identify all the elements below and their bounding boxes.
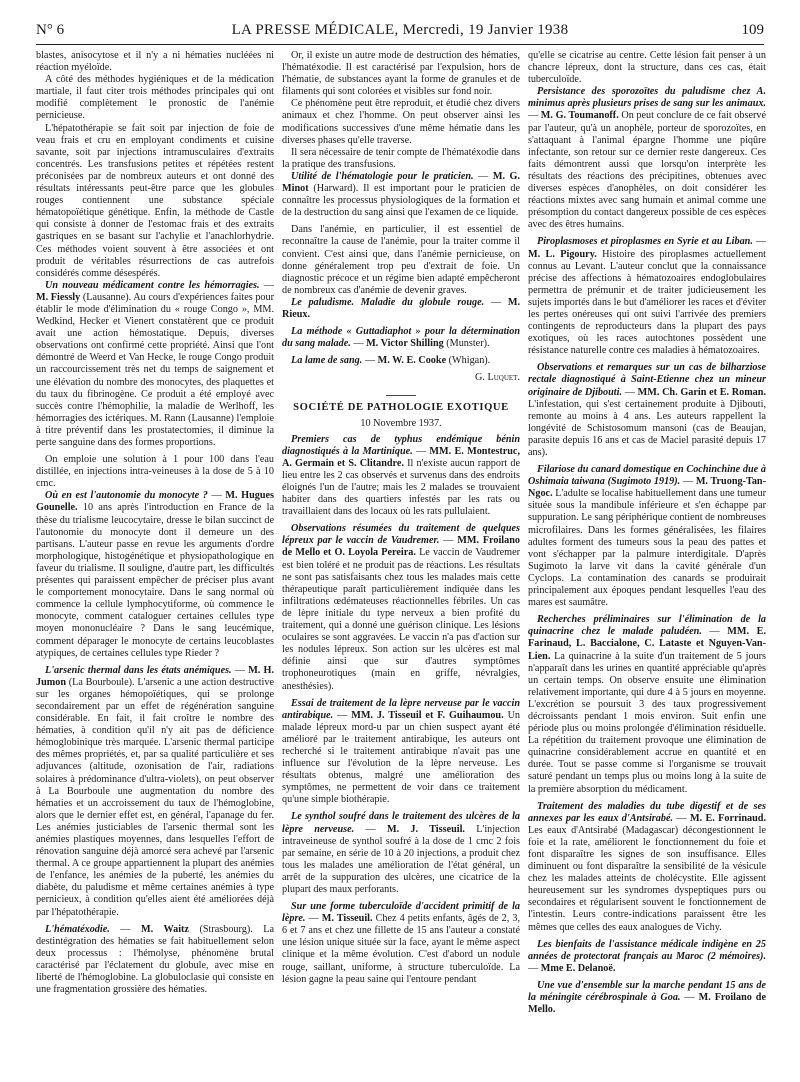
paragraph [282, 98, 520, 146]
issue-number: N° 6 [36, 22, 65, 38]
entry-title: Filariose du canard domestique en Cochinchine due à Oshimaia taiwana (Sugimoto 1919). [528, 464, 766, 488]
entry-title: Le synthol soufré dans le traitement des ulcères de la lèpre nerveuse. [282, 811, 520, 835]
spacer [528, 1016, 766, 1021]
entry-author: M. H. Jumon [36, 664, 274, 688]
entry-text: Chez 4 petits enfants, âgés de 2, 3, 6 et 7 ans et chez une fillette de 15 ans l'auteur a constaté une lésion unique située sur la face, ayant le même aspect clinique et la même évolution. C'est d'abord un nodule rouge, saillant, uniforme, à structure tuberculoïde. La lésion gagne la peau saine qui l'entoure pendant [282, 913, 520, 985]
spacer [282, 986, 520, 991]
entry-title: Un nouveau médicament contre les hémorragies. [45, 279, 260, 291]
entry-text: L'injection intraveineuse de synthol soufré à la dose de 1 cmc 2 fois par semaine, en série de 10 à 20 injections, a produit chez tous les malades une amélioration de l'état général, un arrêt de la suppuration des ulcères, une cicatrice de la plupart des maux perforants. [282, 823, 520, 895]
abstract-entry: Où en est l'autonomie du monocyte ? — M. Hugues Gounelle. 10 ans après l'introduction en France de la thèse du trialisme leucocytaire, dresse le bilan succinct de l'autonomie du monocyte dont il demeure un des partisans. L'auteur passe en revue les arguments d'ordre morphologique, histogénétique et physiopathologique en faveur du trialisme. Il souligne, d'autre part, les difficultés présentes qui paraissent empêcher de préciser plus avant le comportement monocytaire. Dans le sang normal où commence la cellule lymphocytiforme, où commence le monocyte, comment cataloguer certaines cellules type moyen mononucléaire ? Dans le sang leucémique, comment déparager le monocyte de certains leucoblastes atypiques, de certaines cellules type Rieder ? [36, 490, 274, 659]
entry-author: MM. Froilano de Mello et O. Loyola Pereira. [282, 535, 520, 559]
entry-author: M. Hugues Gounelle. [36, 490, 274, 514]
society-heading: SOCIÉTÉ DE PATHOLOGIE EXOTIQUE [293, 402, 509, 414]
entry-title: Les bienfaits de l'assistance médicale indigène en 25 années de protectorat français au Maroc (2 mémoires). [528, 938, 766, 962]
entry-text: Le vaccin de Vaudremer est bien toléré et ne produit pas de réactions. Les résultats ne sont pas satisfaisants chez tous les malades mais cette thérapeutique paraît particulièrement indiquée dans les infiltrations œdémateuses réactionnelles fébriles. Un cas de lèpre initiale du type nerveux a bien profité du traitement, qui a donné une guérison clinique. Les lésions oculaires se sont aggravées. Le vaccin n'a pas d'action sur les nodules lépreux. Son action sur les ulcères est mal définie ainsi que sur d'autres symptômes trophoneurotiques (main en griffe, névralgies, anesthésies). [282, 547, 520, 692]
column-3 [528, 50, 766, 1075]
entry-text: (Strasbourg). La destintégration des hématies se fait habituellement selon deux processus : l'hémolyse, phénomène brutal caractérisé par l'éclatement du globule, avec mise en liberté de l'hémoglobine. La globuloclasie qui consiste en une fragmentation grossière des hématies. [36, 923, 274, 996]
paragraph [282, 50, 520, 98]
entry-title: Une vue d'ensemble sur la marche pendant 15 ans de la méningite cérébrospinale à Goa. [528, 979, 766, 1004]
abstract-entry: Les bienfaits de l'assistance médicale indigène en 25 années de protectorat français au Maroc (2 mémoires). — Mme E. Delanoë. [528, 938, 766, 974]
entry-text: (Whigan). [448, 355, 491, 367]
entry-author: M. Truong-Tan-Ngoc. [528, 476, 766, 500]
entry-text: Or, il existe un autre mode de destruction des hématies, l'hématéxodie. Il est caractérisé par l'expulsion, hors de l'hématie, de substances ayant la forme de granules et de filaments qui sont colorées et visibles sur fond noir. [282, 50, 520, 98]
entry-author: Mme E. Delanoë. [540, 962, 616, 974]
abstract-entry: La lame de sang. — M. W. E. Cooke (Whigan). [291, 355, 491, 367]
entry-title: Essai de traitement de la lèpre nerveuse par le vaccin antirabique. [282, 697, 520, 721]
entry-text: L'hépatothérapie se fait soit par injection de foie de veau frais et cru en employant condiments et cuisine savante, soit par injections intramusculaires d'extraits concentrés. Les transfusions petites et répétées restent préconisées par de nombreux auteurs et ont donné des résultats intéressants peut-être parce que les globules rouges contiennent une substance spéciale hématopoïétique génétique. Enfin, la méthode de Castle qui consiste à donner de l'estomac frais et des extraits gastriques en se basant sur l'achylie et l'anachlorhydrie. Ces méthodes voient souvent à être associées et ont produit de véritables résurrections de cas autrefois considérés comme désespérés. [36, 122, 274, 279]
entry-text: qu'elle se cicatrise au centre. Cette lésion fait penser à un chancre lépreux, dont la structure, dans ces cas, était tuberculoïde. [528, 50, 766, 86]
paragraph [36, 123, 274, 280]
entry-author: MM. E. Montestruc, A. Germain et S. Clitandre. [282, 445, 520, 469]
entry-text: Il sera nécessaire de tenir compte de l'hématéxodie dans la pratique des transfusions. [282, 146, 520, 170]
entry-text: A côté des méthodes hygiéniques et de la médication martiale, il faut citer trois méthodes principales qui ont modifié complètement le pronostic de l'anémie pernicieuse. [36, 74, 274, 122]
spacer [282, 384, 520, 389]
entry-text: Histoire des piroplasmes actuellement connus au Levant. L'auteur conclut que la connaissance précise des affections à hématozoaires endoglobulaires permettra de prémunir et de traiter judicieusement les sujets importés dans le but d'améliorer les races et d'éviter les pertes onéreuses qui ont suivi l'arrivée des premiers contingents de reproducteurs dans la plupart des pays exotiques, où les races autochtones possèdent une résistance naturelle contre ces maladies à hématozoaires. [528, 248, 766, 357]
entry-author: M. Tisseuil. [321, 913, 373, 925]
abstract-entry: Essai de traitement de la lèpre nerveuse par le vaccin antirabique. — MM. J. Tisseuil et F. Guihaumou. Un malade lépreux mord-u par un chien suspect ayant été amélioré par le traitement antirabique, les auteurs ont recherché si le traitement antirabique n'avait pas une influence sur l'évolution de la lèpre nerveuse. Les résultats obtenus, malgré une amélioration des symptômes, ne permettent de voir dans ce traitement qu'une simple biothérapie. [282, 697, 520, 806]
abstract-entry: Le synthol soufré dans le traitement des ulcères de la lèpre nerveuse. — M. J. Tisseuil. L'injection intraveineuse de synthol soufré à la dose de 1 cmc 2 fois par semaine, en série de 10 à 20 injections, a produit chez tous les malades une amélioration de l'état général, un arrêt de la suppuration des ulcères, une cicatrice de la plupart des maux perforants. [282, 811, 520, 895]
entry-title: L'hématéxodie. [45, 923, 110, 935]
abstract-entry: Une vue d'ensemble sur la marche pendant 15 ans de la méningite cérébrospinale à Goa. — M. Froilano de Mello. [528, 979, 766, 1016]
journal-title: LA PRESSE MÉDICALE, Mercredi, 19 Janvier 1938 [231, 22, 569, 38]
entry-title: La lame de sang. [291, 355, 363, 367]
entry-author: M. Waitz [141, 923, 189, 935]
entry-title: Piroplasmoses et piroplasmes en Syrie et au Liban. [537, 236, 753, 248]
session-date: 10 Novembre 1937. [360, 417, 442, 429]
entry-title: Persistance des sporozoïtes du paludisme chez A. minimus après plusieurs prises de sang sur les animaux. [528, 86, 766, 110]
entry-text: L'adulte se localise habituellement dans une tumeur située sous la mandibule inférieure et s'en échappe par suppuration. Le sang périphérique contient de nombreuses microfilaires. Dans les formes généralisées, les filaires adultes forment des tumeurs sous la peau des pattes et vont s'échapper par la palmure interdigitale. D'après Sugimoto la larve vit dans la cavité générale d'un Cyclops. La contamination des canards se produirait principalement aux époques pendant lesquelles l'eau des mares est saumâtre. [528, 488, 766, 609]
column-1 [36, 50, 274, 1075]
entry-title: Observations résumées du traitement de quelques lépreux par le vaccin de Vaudremer. [282, 523, 520, 547]
entry-author: M. G. Toumanoff. [540, 110, 619, 122]
entry-title: Utilité de l'hématologie pour le praticien. [291, 170, 474, 182]
abstract-entry: Observations résumées du traitement de quelques lépreux par le vaccin de Vaudremer. — MM. Froilano de Mello et O. Loyola Pereira. Le vaccin de Vaudremer est bien toléré et ne produit pas de réactions. Les résultats ne sont pas satisfaisants chez tous les malades mais cette thérapeutique paraît particulièrement indiquée dans les infiltrations œdémateuses réactionnelles fébriles. Un cas de lèpre initiale du type nerveux a bien profité du traitement, qui a donné une guérison clinique. Les lésions oculaires se sont aggravées. Le vaccin n'a pas d'action sur les nodules lépreux. Son action sur les ulcères est mal définie ainsi que sur d'autres symptômes trophoneurotiques (main en griffe, névralgies, anesthésies). [282, 523, 520, 692]
entry-text: (Lausanne). Au cours d'expériences faites pour établir le mode d'élimination du « rouge Congo », MM. Wedkind, Hecker et Vienert constatèrent que ce produit avait une action hémostatique. Depuis, diverses observations ont confirmé cette propriété. Ainsi que l'ont démontré de Weerd et Van Hecke, le rouge Congo produit un raccourcissement très net du temps de saignement et une élévation du nombre des monocytes, des plaquettes et du taux du fibrinogène. Ce produit a été employé avec succès contre l'hémophilie, la maladie de Werlhoff, les hémorragies des ictériques. M. Rann (Lausanne) l'emploie à titre préventif dans les prostatectomies, il diminue la perte sanguine dans des formes proportions. [36, 291, 274, 448]
entry-text: blastes, anisocytose et il n'y a ni hématies nucléées ni réaction myéloïde. [36, 50, 274, 74]
entry-author: M. Victor Shilling [366, 338, 444, 350]
paragraph [36, 74, 274, 122]
entry-text: On emploie une solution à 1 pour 100 dans l'eau distillée, en injections intra-veineuses à la dose de 5 à 10 cmc. [36, 454, 274, 490]
abstract-entry: L'hématéxodie. — M. Waitz (Strasbourg). La destintégration des hématies se fait habituellement selon deux processus : l'hémolyse, phénomène brutal caractérisé par l'éclatement du globule, avec mise en liberté de l'hémoglobine. La globuloclasie qui consiste en une fragmentation grossière des hématies. [36, 923, 274, 996]
author-signature: G. Luquet. [475, 372, 520, 384]
paragraph [528, 50, 766, 86]
entry-title: L'arsenic thermal dans les états anémiques. [45, 664, 232, 676]
entry-author: MM. E. Farinaud, L. Baccialone, C. Lataste et Nguyen-Van-Lien. [528, 626, 766, 662]
entry-title: Traitement des maladies du tube digestif et de ses annexes par les eaux d'Antsirabé. [528, 800, 766, 824]
entry-title: Premiers cas de typhus endémique bénin diagnostiqués à la Martinique. [282, 433, 520, 457]
paragraph [36, 50, 274, 74]
entry-author: M. W. E. Cooke [377, 355, 447, 367]
page-number: 109 [741, 22, 764, 38]
abstract-entry: Traitement des maladies du tube digestif et de ses annexes par les eaux d'Antsirabé. — M. E. Forrinaud. Les eaux d'Antsirabé (Madagascar) décongestionnent le foie et la rate, améliorent le fonctionnement du foie et font disparaître les signes de son insuffisance. Elles diminuent ou font disparaître la sensibilité de la vésicule chez les malades atteints de cholécystite. Elle agissent heureusement sur les syndromes dyspeptiques purs ou secondaires et régularisent souvent le fonctionnement de l'intestin. Leurs contre-indications paraissent être les mêmes que celles des eaux analogues de Vichy. [528, 800, 766, 933]
abstract-entry: La méthode « Guttadiaphot » pour la détermination du sang malade. — M. Victor Shilling (Munster). [282, 326, 520, 350]
entry-author: MM. Ch. Garin et E. Roman. [637, 386, 766, 398]
paragraph [282, 224, 520, 297]
abstract-entry: Persistance des sporozoïtes du paludisme chez A. minimus après plusieurs prises de sang sur les animaux. — M. G. Toumanoff. On peut conclure de ce fait observé par l'auteur, qu'à un anophèle, porteur de sporozoïtes, en s'attaquant à l'animal épargne l'homme une piqûre infectante, son retour sur ce dernier reste dangereux. Ces faits démontrent aussi que lorsqu'on interprète les résultats des réactions des précipitines, obtenues avec diverses espèces d'anophèles, on doit considérer les réactions mixtes avec sang humain et animal comme une présomption du contact dangereux possible de ces espèces avec des êtres humains. [528, 86, 766, 231]
entry-title: Où en est l'autonomie du monocyte ? [45, 490, 208, 502]
entry-text: L'infestation, qui s'est certainement produite à Djibouti, remonte au moins à 4 ans. Les auteurs rappellent la longévité de Schistosomum mansoni (cas de Beaujan, parasite depuis 16 ans et cas de Maciel parasité depuis 17 ans). [528, 398, 766, 458]
entry-text: On peut conclure de ce fait observé par l'auteur, qu'à un anophèle, porteur de sporozoïtes, en s'attaquant à l'animal épargne l'homme une piqûre infectante, son retour sur ce dernier reste dangereux. Ces faits démontrent aussi que lorsqu'on interprète les résultats des réactions des précipitines, obtenues avec diverses espèces d'anophèles, on doit considérer les réactions mixtes avec sang humain et animal comme une présomption du contact dangereux possible de ces espèces avec des êtres humains. [528, 110, 766, 231]
entry-author: M. Fiessly [36, 291, 81, 303]
abstract-entry: Filariose du canard domestique en Cochinchine due à Oshimaia taiwana (Sugimoto 1919). — M. Truong-Tan-Ngoc. L'adulte se localise habituellement dans une tumeur située sous la mandibule inférieure et s'en échappe par suppuration. Le sang périphérique contient de nombreuses microfilaires. Dans les formes généralisées, les filaires adultes forment des tumeurs sous la peau des pattes et vont s'échapper par la palmure interdigitale. D'après Sugimoto la larve vit dans la cavité générale d'un Cyclops. La contamination des canards se produirait principalement aux époques pendant lesquelles l'eau des mares est saumâtre. [528, 464, 766, 609]
entry-text: (Harward). Il est important pour le praticien de connaître les processus physiologiques de la formation et de la destruction du sang ainsi que l'examen de ce liquide. [282, 183, 520, 219]
entry-text: Les eaux d'Antsirabé (Madagascar) décongestionnent le foie et la rate, améliorent le fonctionnement du foie et font disparaître les signes de son insuffisance. Elles diminuent ou font disparaître la sensibilité de la vésicule chez les malades atteints de cholécystite. Elle agissent heureusement sur les syndromes dyspeptiques purs ou secondaires et régularisent souvent le fonctionnement de l'intestin. Leurs contre-indications paraissent être les mêmes que celles des eaux analogues de Vichy. [528, 824, 766, 933]
abstract-entry: Observations et remarques sur un cas de bilharziose rectale diagnostiqué à Saint-Etienne chez un mineur originaire de Djibouti. — MM. Ch. Garin et E. Roman. L'infestation, qui s'est certainement produite à Djibouti, remonte au moins à 4 ans. Les auteurs rappellent la longévité de Schistosomum mansoni (cas de Beaujan, parasite depuis 16 ans et cas de Maciel parasité depuis 17 ans). [528, 362, 766, 458]
entry-title: Sur une forme tuberculoïde d'accident primitif de la lèpre. [282, 901, 520, 925]
entry-text: La quinacrine à la suite d'un traitement de 5 jours n'apparaît dans les urines en quantité appréciable qu'après un certain temps. On observe ensuite une élimination relativement importante, qui dure 4 à 5 jours en moyenne. L'excrétion se poursuit 3 des taux progressivement décroissants pendant 1 mois environ. Suit enfin une période plus ou moins prolongée d'élimination résiduelle. La répétition du traitement provoque une élimination de quinacrine considérablement accrue en quantité et en durée. Tout se passe comme si l'organisme se trouvait saturé pendant un temps plus ou moins long à la suite de la première absorption du médicament. [528, 650, 766, 795]
entry-text: Dans l'anémie, en particulier, il est essentiel de reconnaître la cause de l'anémie, pour la traiter comme il convient. C'est ainsi que, dans l'anémie pernicieuse, on donne généralement trop peu d'extrait de foie. Un diagnostic précoce et un régime bien adapté empêcheront de nombreux cas d'anémie de devenir graves. [282, 224, 520, 296]
entry-author: MM. J. Tisseuil et F. Guihaumou. [351, 709, 504, 721]
abstract-entry: Sur une forme tuberculoïde d'accident primitif de la lèpre. — M. Tisseuil. Chez 4 petits enfants, âgés de 2, 3, 6 et 7 ans et chez une fillette de 15 ans l'auteur a constaté une lésion unique située sur la face, ayant le même aspect clinique et la même évolution. C'est d'abord un nodule rouge, saillant, uniforme, à structure tuberculoïde. La lésion gagne la peau saine qui l'entoure pendant [282, 901, 520, 985]
entry-text: (La Bourboule). L'arsenic a une action destructive sur les organes hémopoïétiques, qui se prolonge secondairement par un effet de régénération sanguine considérable. En fait, il fait croître le nombre des hématies, à condition qu'il n'y ait pas de déficience hémoglobinique très marquée. L'arsenic thermal participe des mêmes propriétés, et, par sa qualité particulière et ses adjuvances (altitude, ozonisation de l'air, radiations solaires à prédominance d'ultra-violets), on peut observer à La Bourboule une augmentation du nombre des hématies et un accroissement du taux de l'hémoglobine, alors que le dernier effet est, en général, l'apanage du fer. Les anémies justiciables de l'arsenic thermal sont les anémies plastiques moyennes, dans lesquelles l'effort de rénovation sanguine déjà amorcé sera achevé par l'arsenic thermal. A ce groupe appartiennent la plupart des anémies de l'enfance, les anémies de la puberté, les anémies du diabète, du paludisme et même certaines anémies à type pernicieux, à condition qu'elles aient été améliorées déjà par l'hépatothérapie. [36, 676, 274, 918]
entry-text: (Munster). [446, 338, 490, 350]
entry-text: Ce phénomène peut être reproduit, et étudié chez divers animaux et chez l'homme. On peut observer ainsi les modifications successives d'une même hématie dans les diverses phases qu'elle traverse. [282, 98, 520, 146]
abstract-entry: Recherches préliminaires sur l'élimination de la quinacrine chez le malade paludéen. — MM. E. Farinaud, L. Baccialone, C. Lataste et Nguyen-Van-Lien. La quinacrine à la suite d'un traitement de 5 jours n'apparaît dans les urines en quantité appréciable qu'après un certain temps. On observe ensuite une élimination relativement importante, qui dure 4 à 5 jours en moyenne. L'excrétion se poursuit 3 des taux progressivement décroissants pendant 1 mois environ. Suit enfin une période plus ou moins prolongée d'élimination résiduelle. La répétition du traitement provoque une élimination de quinacrine considérablement accrue en quantité et en durée. Tout se passe comme si l'organisme se trouvait saturé pendant un temps plus ou moins long à la suite de la première absorption du médicament. [528, 614, 766, 795]
abstract-entry: L'arsenic thermal dans les états anémiques. — M. H. Jumon (La Bourboule). L'arsenic a une action destructive sur les organes hémopoïétiques, qui se prolonge secondairement par un effet de régénération sanguine considérable. En fait, il fait croître le nombre des hématies, à condition qu'il n'y ait pas de déficience hémoglobinique très marquée. L'arsenic thermal participe des mêmes propriétés, et, par sa qualité particulière et ses adjuvances (altitude, ozonisation de l'air, radiations solaires à prédominance d'ultra-violets), on peut observer à La Bourboule une augmentation du nombre des hématies et un accroissement du taux de l'hémoglobine, alors que le dernier effet est, en général, l'apanage du fer. Les anémies justiciables de l'arsenic thermal sont les anémies plastiques moyennes, dans lesquelles l'effort de rénovation sanguine déjà amorcé sera achevé par l'arsenic thermal. A ce groupe appartiennent la plupart des anémies de l'enfance, les anémies de la puberté, les anémies du diabète, du paludisme et même certaines anémies à type pernicieux, à condition qu'elles aient été améliorées déjà par l'hépatothérapie. [36, 664, 274, 918]
paragraph [36, 454, 274, 490]
entry-title: La méthode « Guttadiaphot » pour la détermination du sang malade. [282, 326, 520, 350]
section-divider [386, 395, 416, 396]
spacer [36, 996, 274, 1001]
entry-title: Observations et remarques sur un cas de bilharziose rectale diagnostiqué à Saint-Etienne chez un mineur originaire de Djibouti. [528, 362, 766, 398]
entry-text: 10 ans après l'introduction en France de la thèse du trialisme leucocytaire, dresse le bilan succinct de l'autonomie du monocyte dont il demeure un des partisans. L'auteur passe en revue les arguments d'ordre morphologique, histogénétique et physiopathologique en faveur du trialisme. Il souligne, d'autre part, les difficultés présentes qui paraissent empêcher de préciser plus avant le comportement monocytaire. Dans le sang normal où commence la cellule lymphocytiforme, où commence le monocyte, comment cataloguer certaines cellules type moyen mononucléaire ? Dans le sang leucémique, comment déparager le monocyte de certains leucoblastes atypiques, de certaines cellules type Rieder ? [36, 502, 274, 659]
entry-title: Recherches préliminaires sur l'élimination de la quinacrine chez le malade paludéen. [528, 614, 766, 638]
entry-text: Un malade lépreux mord-u par un chien suspect ayant été amélioré par le traitement antirabique, les auteurs ont recherché si le traitement antirabique n'avait pas une influence sur l'évolution de la lèpre nerveuse. Les résultats obtenus, malgré une amélioration des symptômes, ne permettent de voir dans ce traitement qu'une simple biothérapie. [282, 709, 520, 806]
abstract-entry: Premiers cas de typhus endémique bénin diagnostiqués à la Martinique. — MM. E. Montestruc, A. Germain et S. Clitandre. Il n'existe aucun rapport de lieu entre les 2 cas observés et survenus dans des endroits éloignés l'un de l'autre; mais les 2 malades se trouvaient habiter dans des quartiers infestés par les rats ou travaillaient dans des locaux où les rats pullulaient. [282, 433, 520, 518]
entry-author: M. Rieux. [282, 296, 520, 320]
abstract-entry: Utilité de l'hématologie pour le praticien. — M. G. Minot (Harward). Il est important pour le praticien de connaître les processus physiologiques de la formation et de la destruction du sang ainsi que l'examen de ce liquide. [282, 170, 520, 219]
abstract-entry: Piroplasmoses et piroplasmes en Syrie et au Liban. — M. L. Pigoury. Histoire des piroplasmes actuellement connus au Levant. L'auteur conclut que la connaissance précise des affections à hématozoaires endoglobulaires permettra de prémunir et de traiter judicieusement les sujets importés dans le but d'améliorer les races et d'éviter les pertes onéreuses qui ont suivi l'arrivée des premiers contingents de reproducteurs dans la plupart des pays exotiques, où les races autochtones possèdent une résistance naturelle contre ces maladies à hématozoaires. [528, 236, 766, 357]
entry-author: M. L. Pigoury. [528, 248, 597, 260]
entry-author: M. G. Minot [282, 170, 520, 195]
page-header [36, 22, 764, 45]
column-2 [282, 50, 520, 1075]
entry-author: M. J. Tisseuil. [386, 823, 465, 835]
entry-title: Le paludisme. Maladie du globule rouge. [291, 296, 485, 308]
abstract-entry: Un nouveau médicament contre les hémorragies. — M. Fiessly (Lausanne). Au cours d'expériences faites pour établir le mode d'élimination du « rouge Congo », MM. Wedkind, Hecker et Vienert constatèrent que ce produit avait une action hémostatique. Depuis, diverses observations ont confirmé cette propriété. Ainsi que l'ont démontré de Weerd et Van Hecke, le rouge Congo produit un raccourcissement très net du temps de saignement et une élévation du nombre des monocytes, des plaquettes et du taux du fibrinogène. Ce produit a été employé avec succès contre l'hémophilie, la maladie de Werlhoff, les hémorragies des ictériques. M. Rann (Lausanne) l'emploie à titre préventif dans les prostatectomies, il diminue la perte sanguine dans des formes proportions. [36, 279, 274, 448]
abstract-entry: Le paludisme. Maladie du globule rouge. — M. Rieux. [282, 296, 520, 320]
entry-author: M. Froilano de Mello. [528, 992, 766, 1016]
entry-text: Il n'existe aucun rapport de lieu entre les 2 cas observés et survenus dans des endroits éloignés l'un de l'autre; mais les 2 malades se trouvaient habiter dans des quartiers infestés par les rats ou travaillaient dans des locaux où les rats pullulaient. [282, 457, 520, 518]
entry-author: M. E. Forrinaud. [689, 812, 766, 824]
paragraph [282, 147, 520, 171]
